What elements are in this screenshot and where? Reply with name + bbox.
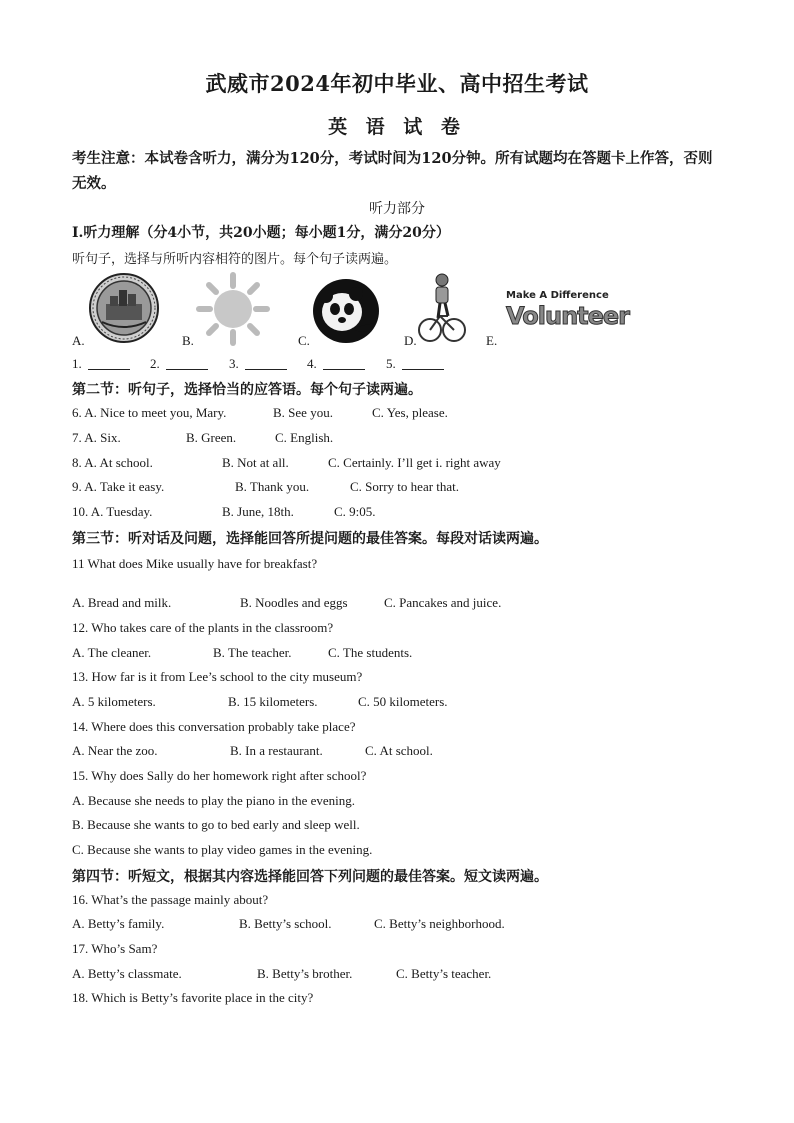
q14: 14. Where does this conversation probably take place? (72, 719, 356, 734)
blank-4[interactable]: 4. (307, 356, 365, 372)
q18: 18. Which is Betty’s favorite place in the city? (72, 990, 314, 1005)
blank-2[interactable]: 2. (150, 356, 208, 372)
q15-option-b: B. Because she wants to go to bed early and sleep well. (72, 817, 360, 832)
pic-letter-d: D. (404, 333, 417, 348)
volunteer-word: Volunteer (506, 302, 630, 330)
q12: 12. Who takes care of the plants in the classroom? (72, 620, 334, 635)
exam-subtitle: 英 语 试 卷 (328, 116, 466, 138)
q17: 17. Who’s Sam? (72, 941, 158, 956)
listening-title: 听力部分 (369, 201, 425, 217)
exam-notice: 考生注意：本试卷含听力，满分为120分，考试时间为120分钟。所有试题均在答题卡上作答，否则无效。 (72, 150, 713, 192)
pic-letter-b: B. (182, 333, 194, 348)
part1-heading: Ⅰ.听力理解（分4小节，共20小题；每小题1分，满分20分） (72, 225, 450, 241)
exam-title: 武威市2024年初中毕业、高中招生考试 (205, 71, 589, 96)
panda-picture (312, 278, 380, 344)
q15: 15. Why does Sally do her homework right after school? (72, 768, 367, 783)
cyclist-picture (418, 272, 466, 344)
part1-instruction: 听句子，选择与所听内容相符的图片。每个句子读两遍。 (72, 252, 398, 267)
section3-heading: 第三节：听对话及问题，选择能回答所提问题的最佳答案。每段对话读两遍。 (72, 531, 548, 547)
blank-3[interactable]: 3. (229, 356, 287, 372)
seal-picture (88, 272, 160, 344)
sun-picture (196, 272, 270, 346)
section2-heading: 第二节：听句子，选择恰当的应答语。每个句子读两遍。 (72, 382, 422, 398)
pic-letter-c: C. (298, 333, 310, 348)
pic-letter-a: A. (72, 333, 85, 348)
q15-option-c: C. Because she wants to play video games in the evening. (72, 842, 373, 857)
q13: 13. How far is it from Lee’s school to the city museum? (72, 669, 363, 684)
q15-option-a: A. Because she needs to play the piano in the evening. (72, 793, 356, 808)
exam-page: 武威市2024年初中毕业、高中招生考试 英 语 试 卷 考生注意：本试卷含听力，满分为120分，考试时间为120分钟。所有试题均在答题卡上作答，否则无效。 听力部分 Ⅰ.听力理解（分4小节，共20小题；每小题1分，满分20分） 听句子，选择与所听内容相符的图片。每个句子读两遍。 Make A Difference Volunteer A. B. C. D. E. 1. 2. 3. 4. 5. 第二节：听句子，选择恰当的应答语。每个句子读两遍。 6. A. Nice to meet you, Mary. B. See you. C. Yes, please. 7. A. Six. B. Green. C. English. 8. A. At school. B. Not at all. C. Certainly. I’ll get i. right away 9. A. Take it easy. B. Thank you. C. Sorry to hear that. 10. A. Tuesday. B. June, 18th. C. 9:05. 第三节：听对话及问题，选择能回答所提问题的最佳答案。每段对话读两遍。 11 What does Mike usually have for breakfast? A. Bread and milk. B. Noodles and eggs C. Pancakes and juice. 12. Who takes care of the plants in the classroom? A. The cleaner. B. The teacher. C. The students. 13. How far is it from Lee’s school to the city museum? A. 5 kilometers. B. 15 kilometers. C. 50 kilometers. 14. Where does this conversation probably take place? A. Near the zoo. B. In a restaurant. C. At school. 15. Why does Sally do her homework right after school? A. Because she needs to play the piano in the evening. B. Because she wants to go to bed early and sleep well. C. Because she wants to play video games in the evening. 第四节：听短文，根据其内容选择能回答下列问题的最佳答案。短文读两遍。 16. What’s the passage mainly about? A. Betty’s family. B. Betty’s school. C. Betty’s neighborhood. 17. Who’s Sam? A. Betty’s classmate. B. Betty’s brother. C. Betty’s teacher. 18. Which is Betty’s favorite place in the city? (0, 0, 794, 1123)
q11: 11 What does Mike usually have for breakfast? (72, 556, 318, 571)
blank-1[interactable]: 1. (72, 356, 130, 372)
q16: 16. What’s the passage mainly about? (72, 892, 269, 907)
volunteer-caption: Make A Difference (506, 290, 609, 301)
section4-heading: 第四节：听短文，根据其内容选择能回答下列问题的最佳答案。短文读两遍。 (72, 869, 548, 885)
blank-5[interactable]: 5. (386, 356, 444, 372)
pic-letter-e: E. (486, 333, 498, 348)
volunteer-picture (506, 290, 630, 346)
